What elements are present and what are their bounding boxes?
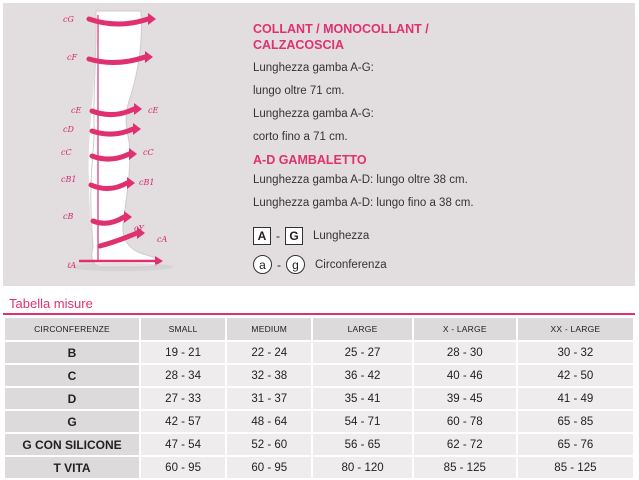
table-title: Tabella misure (9, 296, 93, 311)
column-header: X - LARGE (414, 318, 516, 340)
label-cD: cD (63, 125, 74, 134)
legend-box-g: G (285, 227, 303, 245)
table-cell: 28 - 34 (141, 365, 225, 386)
row-header: B (5, 342, 139, 363)
table-cell: 42 - 57 (141, 411, 225, 432)
collant-line: Lunghezza gamba A-G: (253, 62, 374, 74)
label-cB: cB (63, 212, 74, 221)
label-cG: cG (63, 15, 74, 24)
row-header: G (5, 411, 139, 432)
table-cell: 25 - 27 (313, 342, 411, 363)
table-cell: 35 - 41 (313, 388, 411, 409)
table-cell: 60 - 95 (227, 457, 311, 478)
label-cE-left: cE (71, 106, 82, 115)
leg-illustration (3, 3, 233, 286)
table-cell: 65 - 76 (518, 434, 633, 455)
column-header: XX - LARGE (518, 318, 633, 340)
table-cell: 54 - 71 (313, 411, 411, 432)
legend-circumference-label: Circonferenza (315, 258, 387, 271)
table-title-divider (3, 313, 635, 315)
table-cell: 27 - 33 (141, 388, 225, 409)
legend-circle-g: g (286, 255, 305, 274)
row-header: G CON SILICONE (5, 434, 139, 455)
leg-silhouette (91, 11, 159, 267)
legend-dash: - (277, 257, 281, 272)
legend-circle-a: a (253, 255, 272, 274)
label-cF: cF (67, 53, 78, 62)
label-cE-right: cE (148, 106, 159, 115)
table-cell: 85 - 125 (518, 457, 633, 478)
collant-line: Lunghezza gamba A-G: (253, 108, 374, 120)
table-cell: 19 - 21 (141, 342, 225, 363)
collant-lines (253, 57, 633, 149)
column-header: SMALL (141, 318, 225, 340)
label-lA: ℓA (67, 261, 77, 270)
collant-line: lungo oltre 71 cm. (253, 85, 345, 97)
label-cC-right: cC (143, 148, 154, 157)
table-row (5, 457, 633, 478)
table-row (5, 342, 633, 363)
table-row (5, 434, 633, 455)
column-header: LARGE (313, 318, 411, 340)
legend-box-a: A (253, 227, 271, 245)
table-cell: 39 - 45 (414, 388, 516, 409)
heading-collant: COLLANT / MONOCOLLANT / CALZACOSCIA (253, 22, 429, 52)
label-cY: cY (134, 224, 144, 233)
collant-line: corto fino a 71 cm. (253, 131, 348, 143)
column-header: CIRCONFERENZE (5, 318, 139, 340)
table-cell: 52 - 60 (227, 434, 311, 455)
legend-circumference (253, 255, 387, 274)
table-row (5, 365, 633, 386)
table-cell: 42 - 50 (518, 365, 633, 386)
table-cell: 60 - 78 (414, 411, 516, 432)
info-text (253, 21, 633, 215)
table-cell: 22 - 24 (227, 342, 311, 363)
table-cell: 60 - 95 (141, 457, 225, 478)
legend-length-label: Lunghezza (313, 230, 370, 242)
size-table (3, 316, 635, 480)
heading-gambaletto: A-D GAMBALETTO (253, 153, 367, 167)
gambaletto-lines (253, 169, 633, 215)
row-header: D (5, 388, 139, 409)
leg-shadow (69, 263, 173, 271)
table-cell: 32 - 38 (227, 365, 311, 386)
table-cell: 80 - 120 (313, 457, 411, 478)
label-cB1-right: cB1 (139, 178, 155, 187)
leg-diagram (3, 3, 233, 286)
row-header: C (5, 365, 139, 386)
table-cell: 31 - 37 (227, 388, 311, 409)
table-cell: 56 - 65 (313, 434, 411, 455)
table-cell: 65 - 85 (518, 411, 633, 432)
table-cell: 30 - 32 (518, 342, 633, 363)
table-cell: 85 - 125 (414, 457, 516, 478)
gambaletto-line: Lunghezza gamba A-D: lungo fino a 38 cm. (253, 197, 474, 209)
table-cell: 41 - 49 (518, 388, 633, 409)
table-cell: 28 - 30 (414, 342, 516, 363)
table-cell: 47 - 54 (141, 434, 225, 455)
table-cell: 48 - 64 (227, 411, 311, 432)
table-cell: 36 - 42 (313, 365, 411, 386)
table-cell: 62 - 72 (414, 434, 516, 455)
label-cB1-left: cB1 (61, 175, 77, 184)
column-header: MEDIUM (227, 318, 311, 340)
legend-length (253, 227, 369, 245)
table-row (5, 411, 633, 432)
table-title-bar (3, 294, 635, 314)
gambaletto-line: Lunghezza gamba A-D: lungo oltre 38 cm. (253, 174, 468, 186)
label-cA: cA (157, 235, 168, 244)
table-header-row (5, 318, 633, 340)
table-row (5, 388, 633, 409)
label-cC-left: cC (61, 148, 72, 157)
table-cell: 40 - 46 (414, 365, 516, 386)
diagram-panel (3, 3, 635, 286)
legend-dash: - (276, 229, 280, 243)
row-header: T VITA (5, 457, 139, 478)
